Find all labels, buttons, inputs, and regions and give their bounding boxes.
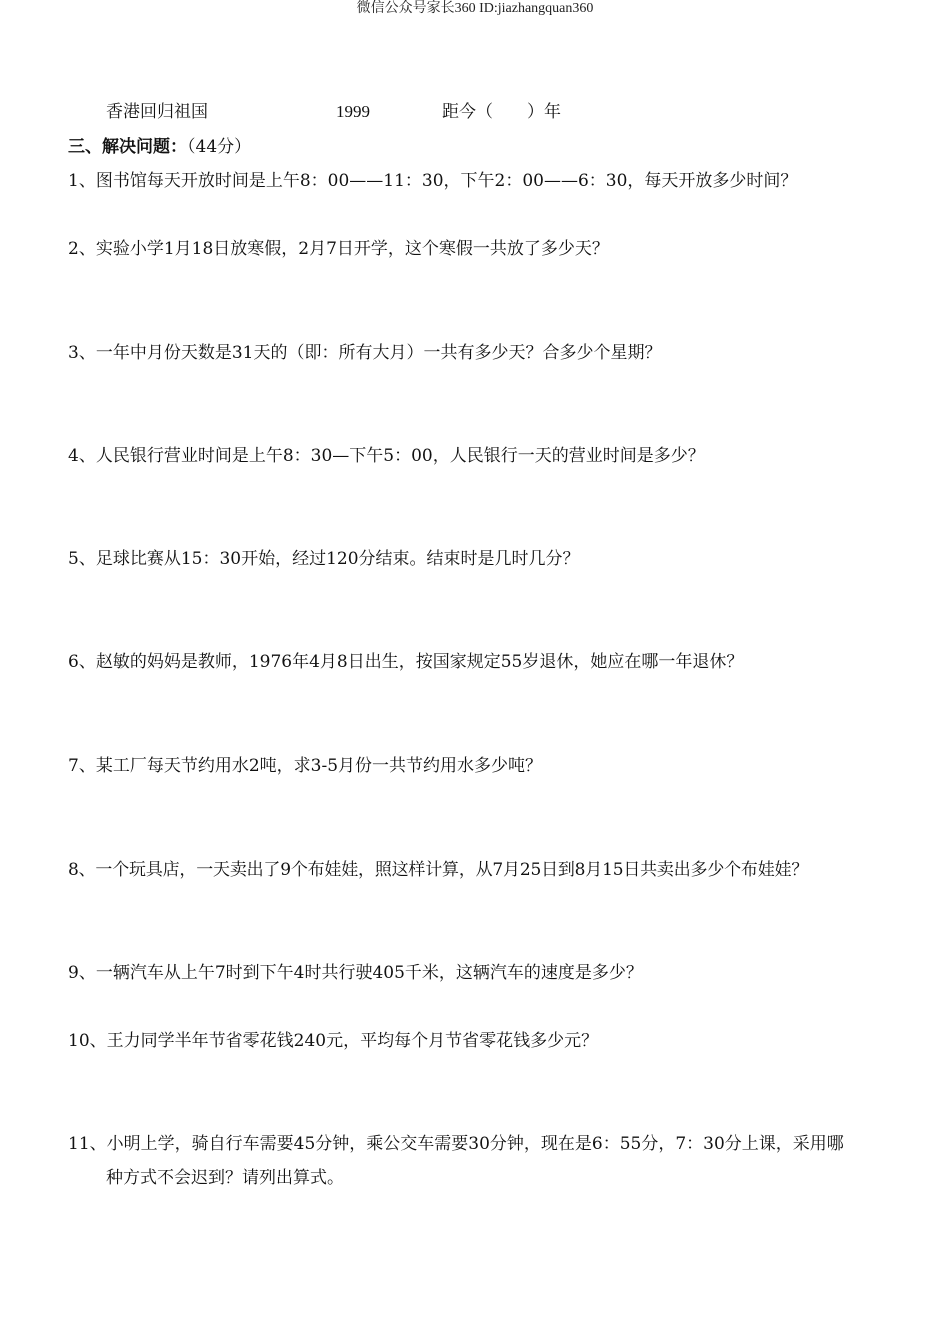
question-11 — [68, 1127, 898, 1195]
event-year: 1999 — [336, 102, 370, 121]
question-7: 7、某工厂每天节约用水2吨，求3-5月份一共节约用水多少吨？ — [68, 756, 543, 776]
question-11-line-1: 11、小明上学，骑自行车需要45分钟，乘公交车需要30分钟，现在是6：55分，7：30分上课，采用哪 — [68, 1134, 844, 1154]
question-1: 1、图书馆每天开放时间是上午8：00——11：30，下午2：00——6：30，每天开放多少时间？ — [68, 171, 798, 191]
question-5: 5、足球比赛从15：30开始，经过120分结束。结束时是几时几分？ — [68, 549, 580, 569]
question-3: 3、一年中月份天数是31天的（即：所有大月）一共有多少天？合多少个星期？ — [68, 343, 662, 363]
question-6: 6、赵敏的妈妈是教师，1976年4月8日出生，按国家规定55岁退休，她应在哪一年退休？ — [68, 652, 744, 672]
page-header-watermark: 微信公众号家长360 ID:jiazhangquan360 — [356, 1, 594, 16]
section-heading — [68, 135, 251, 159]
question-4: 4、人民银行营业时间是上午8：30—下午5：00，人民银行一天的营业时间是多少？ — [68, 446, 705, 466]
question-2: 2、实验小学1月18日放寒假，2月7日开学，这个寒假一共放了多少天？ — [68, 239, 609, 259]
section-points: （44分） — [187, 137, 252, 157]
section-title: 三、解决问题： — [68, 137, 187, 157]
question-8: 8、一个玩具店，一天卖出了9个布娃娃，照这样计算，从7月25日到8月15日共卖出多少个布娃娃？ — [68, 860, 809, 880]
years-ago-blank: 距今（ ）年 — [442, 102, 561, 122]
event-label: 香港回归祖国 — [106, 102, 208, 122]
question-9: 9、一辆汽车从上午7时到下午4时共行驶405千米，这辆汽车的速度是多少？ — [68, 963, 643, 983]
question-11-line-2: 种方式不会迟到？请列出算式。 — [106, 1168, 344, 1188]
question-10: 10、王力同学半年节省零花钱240元，平均每个月节省零花钱多少元？ — [68, 1031, 599, 1051]
